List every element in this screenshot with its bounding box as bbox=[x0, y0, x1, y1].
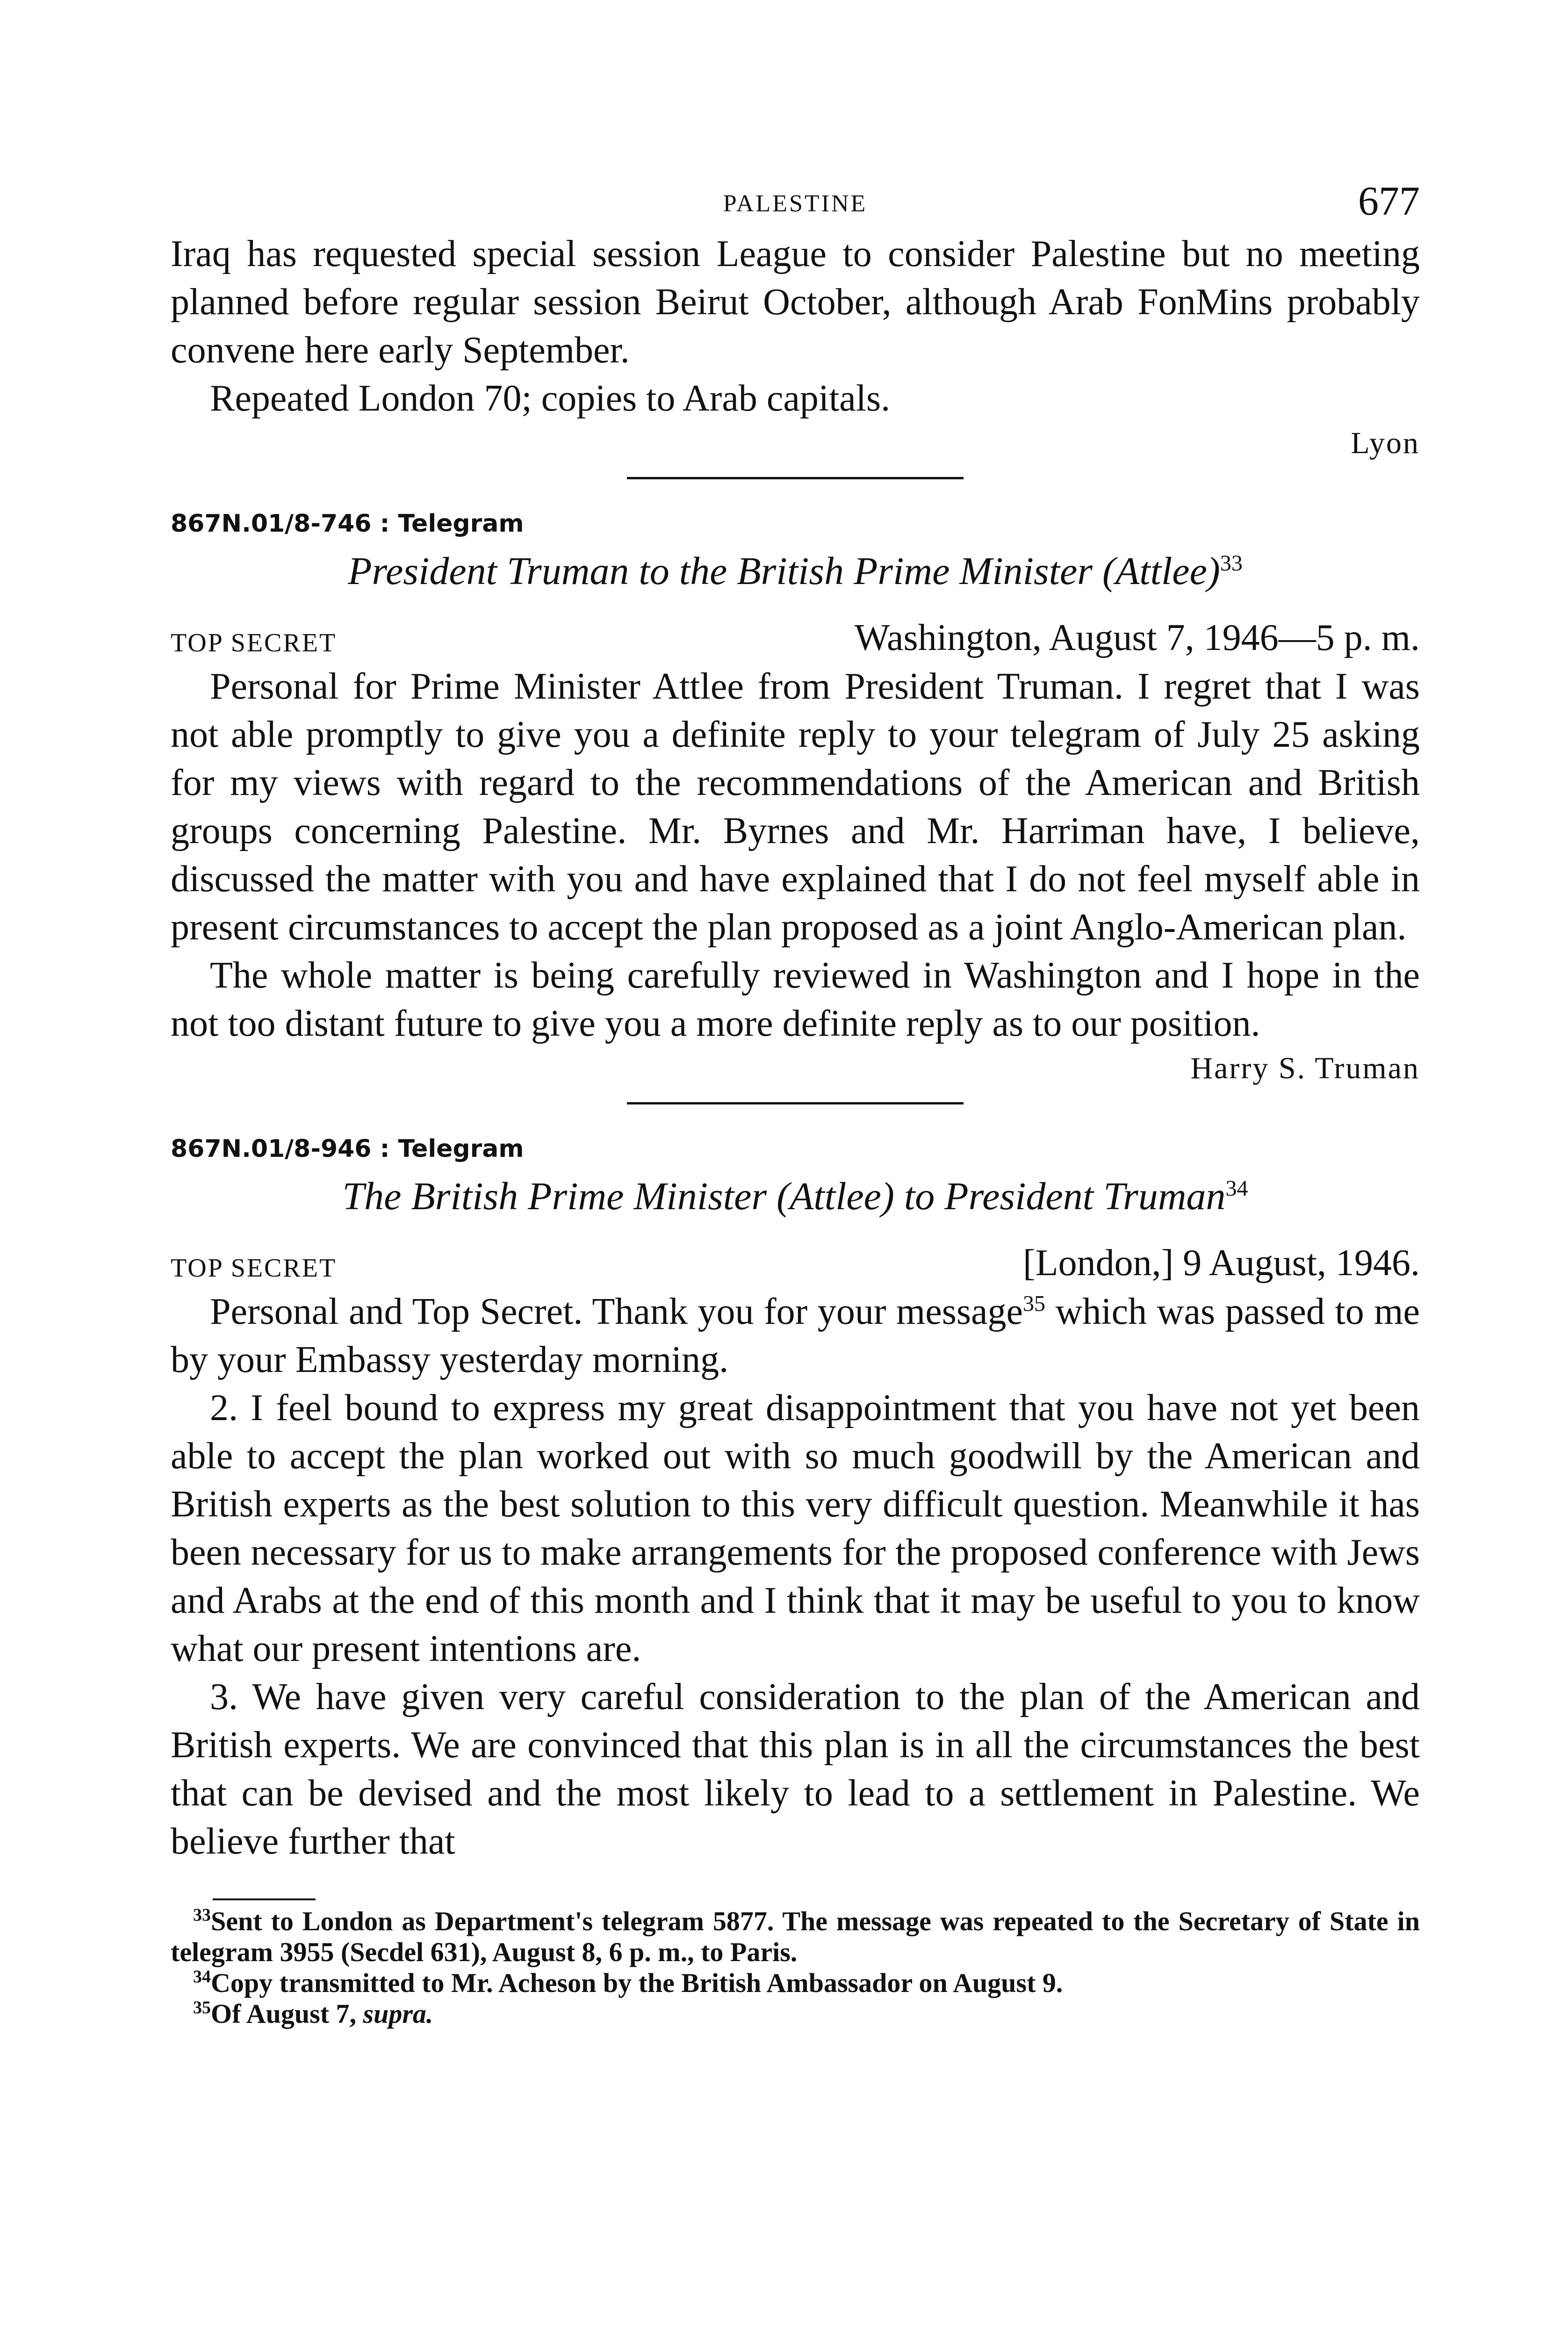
footnote-text: Copy transmitted to Mr. Acheson by the British Ambassador on August 9. bbox=[211, 1968, 1063, 1998]
doc2-paragraph-1-footnote-mark: 35 bbox=[1023, 1291, 1046, 1316]
doc2-title bbox=[171, 1171, 1420, 1222]
intro-paragraph-1: Iraq has requested special session League to consider Palestine but no meeting planned before regular session Beirut October, although Arab FonMins probably convene here early September. bbox=[171, 233, 1420, 371]
footnote-33 bbox=[171, 1906, 1420, 1968]
section-divider bbox=[627, 477, 964, 479]
doc1-title bbox=[171, 546, 1420, 597]
doc1-title-text: President Truman to the British Prime Minister (Attlee) bbox=[348, 549, 1220, 593]
doc2-paragraph-3: 3. We have given very careful consideration to the plan of the American and British experts. We are convinced that this plan is in all the circumstances the best that can be devised and the most likely to lead to a settlement in Palestine. We believe further that bbox=[171, 1676, 1420, 1862]
footnote-number: 33 bbox=[193, 1905, 211, 1925]
doc1-paragraph-2: The whole matter is being carefully reviewed in Washington and I hope in the not too distant future to give you a more definite reply as to our position. bbox=[171, 955, 1420, 1044]
doc2-date-place: [London,] 9 August, 1946. bbox=[1023, 1242, 1420, 1284]
doc1-paragraph-1: Personal for Prime Minister Attlee from President Truman. I regret that I was not able promptly to give you a definite reply to your telegram of July 25 asking for my views with regard to the recommendations of the American and British groups concerning Palestine. Mr. Byrnes and Mr. Harriman have, I believe, discussed the matter with you and have explained that I do not feel myself able in present circumstances to accept the plan proposed as a joint Anglo-American plan. bbox=[171, 666, 1420, 948]
doc1-classification: TOP SECRET bbox=[171, 628, 337, 657]
page-header bbox=[171, 178, 1420, 230]
footnote-text: Of August 7, bbox=[211, 1999, 363, 2029]
doc2-paragraph-1-text-a: Personal and Top Secret. Thank you for your message bbox=[210, 1291, 1023, 1332]
doc1-dateline bbox=[171, 614, 1420, 663]
doc1-title-footnote-mark: 33 bbox=[1220, 551, 1243, 576]
page-number: 677 bbox=[1358, 179, 1420, 224]
doc2-classification: TOP SECRET bbox=[171, 1254, 337, 1283]
running-head: PALESTINE bbox=[723, 190, 868, 217]
doc1-reference: 867N.01/8-746 : Telegram bbox=[171, 510, 524, 538]
doc2-paragraph-2: 2. I feel bound to express my great disappointment that you have not yet been able to accept the plan worked out with so much goodwill by the American and British experts as the best solution to this very difficult question. Meanwhile it has been necessary for us to make arrangements for the proposed conference with Jews and Arabs at the end of this month and I think that it may be useful to you to know what our present intentions are. bbox=[171, 1387, 1420, 1669]
intro-paragraph-2: Repeated London 70; copies to Arab capitals. bbox=[210, 378, 891, 419]
doc2-paragraph-1 bbox=[171, 1288, 1420, 1384]
signature-truman: Harry S. Truman bbox=[1190, 1051, 1420, 1085]
doc2-paragraph-1-text-b: which was passed to me by your Embassy yesterday morning. bbox=[171, 1291, 1420, 1380]
footnote-rule bbox=[213, 1898, 316, 1900]
footnote-number: 34 bbox=[193, 1967, 211, 1987]
doc2-title-text: The British Prime Minister (Attlee) to President Truman bbox=[342, 1175, 1226, 1218]
doc1-date-place: Washington, August 7, 1946—5 p. m. bbox=[854, 617, 1420, 658]
document-page bbox=[171, 178, 1420, 2029]
doc2-title-footnote-mark: 34 bbox=[1225, 1176, 1248, 1201]
section-divider bbox=[627, 1102, 964, 1104]
doc2-dateline bbox=[171, 1239, 1420, 1288]
footnote-text: Sent to London as Department's telegram 5877. The message was repeated to the Secretary of State in telegram 3955 (Secdel 631), August 8, 6 p. m., to Paris. bbox=[171, 1906, 1420, 1967]
signature-lyon: Lyon bbox=[1351, 426, 1420, 460]
doc2-reference: 867N.01/8-946 : Telegram bbox=[171, 1135, 524, 1163]
footnote-text-italic: supra. bbox=[363, 1999, 433, 2029]
footnote-35 bbox=[171, 1999, 1420, 2029]
footnote-number: 35 bbox=[193, 1998, 211, 2018]
footnote-34 bbox=[171, 1968, 1420, 1999]
